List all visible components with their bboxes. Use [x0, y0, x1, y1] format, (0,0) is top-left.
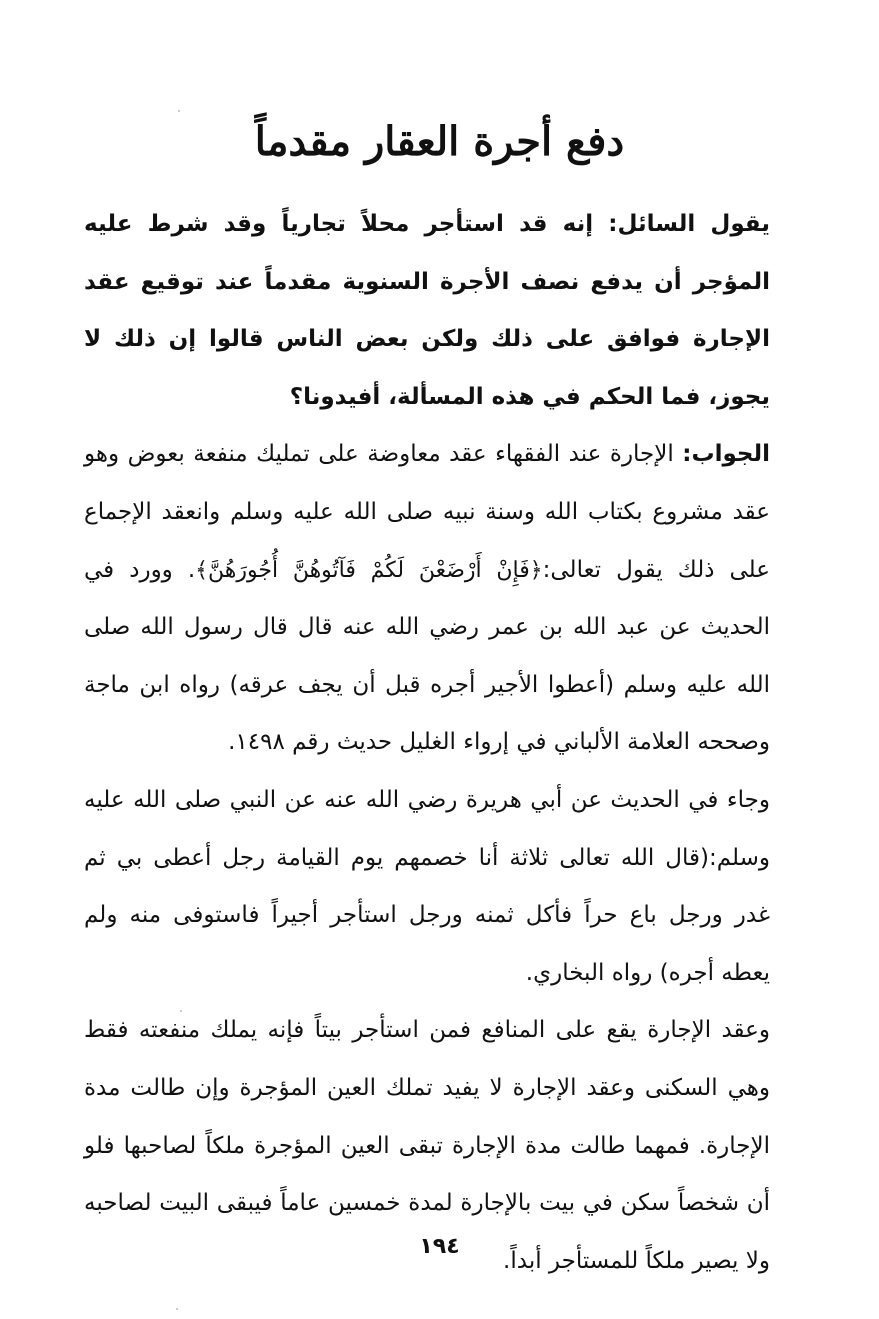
answer-text-part2: . وورد في الحديث عن عبد الله بن عمر رضي الله عنه قال قال رسول الله صلى الله عليه وسلم (أعطوا الأجير أجره قبل أن يجف عرقه) رواه ابن ماجة وصححه العلامة الألباني في إرواء الغليل حديث رقم ١٤٩٨.	[84, 556, 770, 756]
hadith-paragraph: وجاء في الحديث عن أبي هريرة رضي الله عنه عن النبي صلى الله عليه وسلم:(قال الله تعالى ثلاثة أنا خصمهم يوم القيامة رجل أعطى بي ثم غدر ورجل باع حراً فأكل ثمنه ورجل استأجر أجيراً فاستوفى منه ولم يعطه أجره) رواه البخاري.	[84, 786, 770, 986]
quran-verse: ﴿فَإِنْ أَرْضَعْنَ لَكُمْ فَآتُوهُنَّ أُجُورَهُنَّ﴾	[195, 557, 543, 583]
page-number: ١٩٤	[419, 1234, 460, 1259]
body-text	[84, 196, 770, 1290]
scan-speck	[180, 1010, 182, 1012]
answer-text-part1: الإجارة عند الفقهاء عقد معاوضة على تمليك منفعة بعوض وهو عقد مشروع بكتاب الله وسنة نبيه صلى الله عليه وسلم وانعقد الإجماع على ذلك يقول تعالى:	[84, 441, 771, 583]
scan-speck	[178, 110, 180, 112]
ijara-paragraph: وعقد الإجارة يقع على المنافع فمن استأجر بيتاً فإنه يملك منفعته فقط وهي السكنى وعقد الإجارة لا يفيد تملك العين المؤجرة وإن طالت مدة الإجارة. فمهما طالت مدة الإجارة تبقى العين المؤجرة ملكاً لصاحبها فلو أن شخصاً سكن في بيت بالإجارة لمدة خمسين عاماً فيبقى البيت لصاحبه ولا يصير ملكاً للمستأجر أبداً.	[84, 1017, 770, 1274]
scan-speck	[176, 1308, 178, 1310]
page-title: دفع أجرة العقار مقدماً	[254, 118, 625, 165]
answer-label: الجواب:	[682, 441, 770, 468]
answer-paragraph	[84, 426, 770, 772]
question-paragraph: يقول السائل: إنه قد استأجر محلاً تجارياً وقد شرط عليه المؤجر أن يدفع نصف الأجرة السنوية مقدماً عند توقيع عقد الإجارة فوافق على ذلك ولكن بعض الناس قالوا إن ذلك لا يجوز، فما الحكم في هذه المسألة، أفيدونا؟	[84, 211, 770, 410]
